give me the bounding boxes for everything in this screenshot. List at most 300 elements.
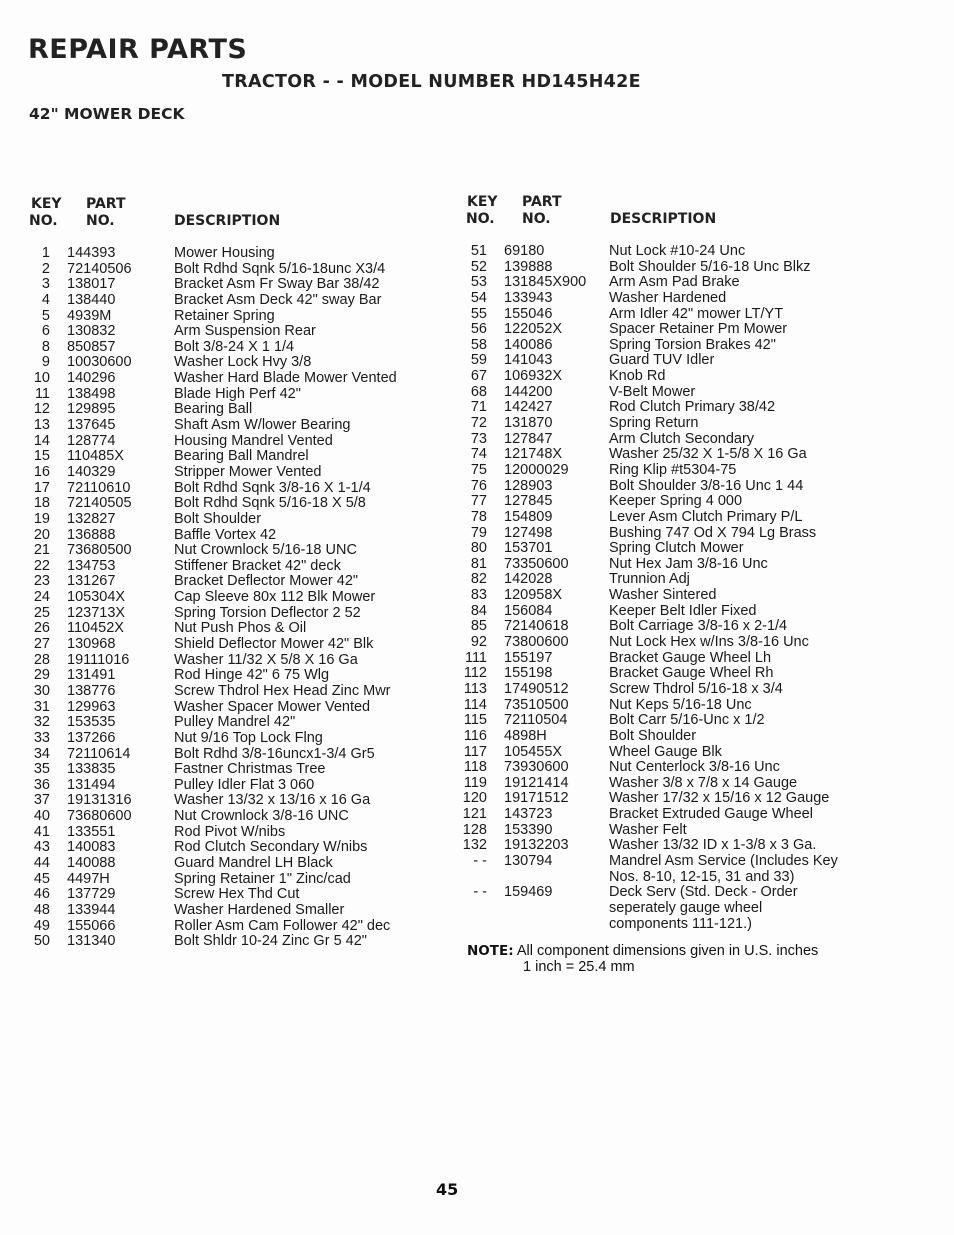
dimension-note <box>467 943 818 975</box>
key-number: 112 <box>463 665 487 682</box>
part-description: Housing Mandrel Vented <box>174 432 333 449</box>
part-number: 139888 <box>504 258 553 275</box>
part-number: 131845X900 <box>504 274 587 291</box>
part-description: Stripper Mower Vented <box>174 463 322 480</box>
part-number: 133551 <box>67 823 116 840</box>
part-description: Bearing Ball Mandrel <box>174 448 309 465</box>
part-description: Washer Lock Hvy 3/8 <box>174 354 312 371</box>
table-row <box>0 760 954 776</box>
part-number: 131340 <box>67 933 116 950</box>
table-row <box>0 776 954 792</box>
part-number: 850857 <box>67 338 116 355</box>
part-description: V-Belt Mower <box>609 383 696 400</box>
part-number: 121748X <box>504 446 563 463</box>
key-number: 55 <box>470 305 487 322</box>
key-number: 68 <box>470 383 487 400</box>
key-number: 29 <box>33 667 50 684</box>
part-number: 10030600 <box>67 354 132 371</box>
key-number: 33 <box>33 729 50 746</box>
part-number: 73680600 <box>67 808 132 825</box>
table-row <box>0 416 954 432</box>
key-number: 72 <box>470 415 487 432</box>
key-number: 73 <box>470 430 487 447</box>
part-number: 132827 <box>67 510 116 527</box>
part-number: 133943 <box>504 289 553 306</box>
part-number: 137266 <box>67 729 116 746</box>
part-number: 155066 <box>67 917 116 934</box>
part-number: 159469 <box>504 884 553 901</box>
table-row <box>0 479 954 495</box>
note-label: NOTE: <box>467 943 514 959</box>
key-number: 119 <box>463 774 487 791</box>
part-description: Bolt Carr 5/16-Unc x 1/2 <box>609 712 765 729</box>
table-row <box>0 651 954 667</box>
part-description: Mower Housing <box>174 245 275 261</box>
key-number: 34 <box>33 745 50 762</box>
part-description: Nut Centerlock 3/8-16 Unc <box>609 759 780 776</box>
key-number: 9 <box>41 354 50 371</box>
key-number: 59 <box>470 352 487 369</box>
part-description: Screw Thdrol 5/16-18 x 3/4 <box>609 680 783 697</box>
part-description: Keeper Belt Idler Fixed <box>609 602 757 619</box>
key-number: 3 <box>41 276 50 293</box>
part-number: 127845 <box>504 493 553 510</box>
key-number: 37 <box>33 792 50 809</box>
part-description: Pulley Mandrel 42" <box>174 714 296 731</box>
part-description: Stiffener Bracket 42" deck <box>174 557 341 574</box>
part-description: Wheel Gauge Blk <box>609 743 722 760</box>
part-number: 129895 <box>67 401 116 418</box>
part-number: 73350600 <box>504 555 569 572</box>
part-description: Bolt Rdhd Sqnk 5/16-18unc X3/4 <box>174 260 386 277</box>
key-number: 120 <box>462 790 487 807</box>
key-number: 118 <box>463 759 487 776</box>
key-number: 128 <box>462 821 487 838</box>
part-number: 72110610 <box>67 479 131 496</box>
key-number: 44 <box>33 854 50 871</box>
key-number: 5 <box>41 307 50 324</box>
table-row <box>0 291 954 307</box>
key-number: 41 <box>33 823 50 840</box>
table-row <box>0 619 954 635</box>
part-number: 138498 <box>67 385 116 402</box>
part-description: Rod Clutch Primary 38/42 <box>609 399 776 416</box>
key-number: 71 <box>470 399 487 416</box>
table-row <box>0 432 954 448</box>
part-number: 131870 <box>504 415 553 432</box>
key-number: 115 <box>463 712 487 729</box>
table-row <box>0 934 465 950</box>
part-description: Washer Hardened <box>609 289 727 306</box>
part-number: 73800600 <box>504 634 569 651</box>
table-row <box>0 275 954 291</box>
part-description: Washer Spacer Mower Vented <box>174 698 371 715</box>
table-row <box>0 322 954 338</box>
part-number: 19131316 <box>67 792 132 809</box>
key-number: 85 <box>470 618 487 635</box>
part-description: Washer 13/32 ID x 1-3/8 x 3 Ga. <box>609 837 817 854</box>
part-description: Nut Crownlock 3/8-16 UNC <box>174 808 349 825</box>
key-number: 92 <box>470 634 487 651</box>
part-description: Knob Rd <box>609 368 666 385</box>
right-column-headers <box>0 194 954 230</box>
part-description: Cap Sleeve 80x 112 Blk Mower <box>174 589 376 606</box>
table-row <box>0 901 954 917</box>
table-row <box>0 557 954 573</box>
part-number: 144393 <box>67 245 116 261</box>
part-description: Washer 17/32 x 15/16 x 12 Gauge <box>609 790 830 807</box>
description-header: DESCRIPTION <box>174 213 281 229</box>
part-number: 73680500 <box>67 542 132 559</box>
table-row <box>0 838 954 854</box>
key-number: 82 <box>470 571 487 588</box>
part-description: Arm Suspension Rear <box>174 323 316 340</box>
key-number: 36 <box>33 776 50 793</box>
part-description: Shield Deflector Mower 42" Blk <box>174 636 374 653</box>
part-description: Bolt Shoulder 5/16-18 Unc Blkz <box>609 258 811 275</box>
key-number: 1 <box>41 245 50 261</box>
part-description: Nut Crownlock 5/16-18 UNC <box>174 542 357 559</box>
part-description: Bracket Deflector Mower 42" <box>174 573 359 590</box>
part-description: Spring Clutch Mower <box>609 540 744 557</box>
part-number: 4497H <box>67 870 110 887</box>
table-row <box>0 713 954 729</box>
part-number: 143723 <box>504 806 553 823</box>
part-number: 110452X <box>67 620 124 637</box>
key-number: 121 <box>462 806 487 823</box>
part-description: Bracket Asm Fr Sway Bar 38/42 <box>174 276 380 293</box>
part-header-line1: PART <box>522 194 562 210</box>
part-number: 140088 <box>67 854 116 871</box>
key-number: 67 <box>470 368 487 385</box>
key-number: 111 <box>464 649 487 666</box>
part-description: Shaft Asm W/lower Bearing <box>174 417 351 434</box>
part-description: Nut Keps 5/16-18 Unc <box>609 696 752 713</box>
part-description: Bolt Rdhd Sqnk 3/8-16 X 1-1/4 <box>174 479 371 496</box>
part-description: Washer 11/32 X 5/8 X 16 Ga <box>174 651 358 668</box>
part-number: 130832 <box>67 323 116 340</box>
key-number: 75 <box>470 461 487 478</box>
part-number: 153390 <box>504 821 553 838</box>
part-number: 72110614 <box>67 745 131 762</box>
part-number: 129963 <box>67 698 116 715</box>
key-number: 16 <box>33 463 50 480</box>
part-number: 130968 <box>67 636 116 653</box>
part-description: Bolt Shoulder <box>609 727 697 744</box>
part-description: Deck Serv (Std. Deck - Order <box>609 884 798 901</box>
part-description: Bolt 3/8-24 X 1 1/4 <box>174 338 295 355</box>
part-number: 130794 <box>504 852 553 869</box>
table-row <box>0 572 954 588</box>
part-number: 140329 <box>67 463 116 480</box>
table-row <box>0 307 954 323</box>
part-number: 154809 <box>504 508 553 525</box>
part-number: 19171512 <box>504 790 569 807</box>
part-number: 153701 <box>504 540 553 557</box>
part-number: 131494 <box>67 776 116 793</box>
part-description: Arm Clutch Secondary <box>609 430 755 447</box>
part-header-line2: NO. <box>86 213 115 229</box>
table-row <box>0 510 954 526</box>
key-number: 80 <box>470 540 487 557</box>
key-number: 27 <box>33 636 50 653</box>
table-row <box>0 494 954 510</box>
part-number: 133835 <box>67 761 116 778</box>
table-row <box>0 369 954 385</box>
key-number: 52 <box>470 258 487 275</box>
part-description: Arm Asm Pad Brake <box>609 274 740 291</box>
key-number: 40 <box>33 808 50 825</box>
table-row <box>0 400 954 416</box>
key-number: 56 <box>470 321 487 338</box>
key-number: 11 <box>34 385 50 402</box>
key-number: 74 <box>470 446 487 463</box>
part-description: Washer 3/8 x 7/8 x 14 Gauge <box>609 774 798 791</box>
note-line1: All component dimensions given in U.S. inches <box>516 943 819 959</box>
key-number: 28 <box>33 651 50 668</box>
part-description: Nut 9/16 Top Lock Flng <box>174 729 323 746</box>
part-number: 138776 <box>67 682 116 699</box>
part-description: Screw Thdrol Hex Head Zinc Mwr <box>174 682 391 699</box>
part-number: 140086 <box>504 336 553 353</box>
key-number: 23 <box>33 573 50 590</box>
part-number: 155197 <box>504 649 553 666</box>
key-number: 32 <box>33 714 50 731</box>
key-number: 51 <box>470 243 487 259</box>
table-row <box>0 917 954 933</box>
part-number: 136888 <box>67 526 116 543</box>
part-description: Rod Clutch Secondary W/nibs <box>174 839 368 856</box>
part-description: Guard TUV Idler <box>609 352 715 369</box>
table-row <box>0 635 954 651</box>
part-number: 142427 <box>504 399 553 416</box>
part-description: Bearing Ball <box>174 401 253 418</box>
part-description: Bolt Shoulder <box>174 510 262 527</box>
key-number: 30 <box>33 682 50 699</box>
key-number: 113 <box>463 680 487 697</box>
part-description: Washer Sintered <box>609 587 717 604</box>
part-description: Bolt Carriage 3/8-16 x 2-1/4 <box>609 618 788 635</box>
part-description: Arm Idler 42" mower LT/YT <box>609 305 784 322</box>
part-description: Guard Mandrel LH Black <box>174 854 333 871</box>
key-number: 83 <box>470 587 487 604</box>
key-number: 10 <box>33 370 50 387</box>
part-number: 12000029 <box>504 461 569 478</box>
part-description: Bracket Gauge Wheel Lh <box>609 649 772 666</box>
key-number: 43 <box>33 839 50 856</box>
table-row <box>0 698 954 714</box>
part-number: 19132203 <box>504 837 569 854</box>
part-description: Spring Return <box>609 415 699 432</box>
key-number: 20 <box>33 526 50 543</box>
key-header-line1: KEY <box>31 196 62 212</box>
key-number: 58 <box>470 336 487 353</box>
part-number: 19111016 <box>67 651 130 668</box>
page-title: REPAIR PARTS <box>28 34 248 65</box>
part-description: Washer Hard Blade Mower Vented <box>174 370 397 387</box>
table-row <box>0 823 954 839</box>
part-description: Retainer Spring <box>174 307 275 324</box>
key-number: 2 <box>41 260 50 277</box>
part-number: 72140505 <box>67 495 132 512</box>
part-description: Spacer Retainer Pm Mower <box>609 321 788 338</box>
key-number: 25 <box>33 604 50 621</box>
part-description: Nut Push Phos & Oil <box>174 620 307 637</box>
key-number: 15 <box>33 448 50 465</box>
part-description: Trunnion Adj <box>609 571 690 588</box>
part-number: 133944 <box>67 901 116 918</box>
part-description: Ring Klip #t5304-75 <box>609 461 737 478</box>
part-description: Keeper Spring 4 000 <box>609 493 743 510</box>
part-description: Baffle Vortex 42 <box>174 526 277 543</box>
part-description: Washer 25/32 X 1-5/8 X 16 Ga <box>609 446 807 463</box>
part-number: 4939M <box>67 307 112 324</box>
part-description: seperately gauge wheel <box>609 899 763 916</box>
table-row <box>0 588 954 604</box>
part-description: Roller Asm Cam Follower 42" dec <box>174 917 391 934</box>
key-number: - - <box>473 884 487 901</box>
part-description: Nut Lock #10-24 Unc <box>609 243 746 259</box>
page-number: 45 <box>436 1180 459 1199</box>
key-number: 49 <box>33 917 50 934</box>
table-row <box>0 260 954 276</box>
part-header-line2: NO. <box>522 211 551 227</box>
part-description: components 111-121.) <box>609 915 752 932</box>
key-number: 31 <box>33 698 50 715</box>
key-number: 77 <box>470 493 487 510</box>
key-number: 76 <box>470 477 487 494</box>
part-description: Nut Hex Jam 3/8-16 Unc <box>609 555 768 572</box>
key-number: 8 <box>41 338 50 355</box>
key-number: 12 <box>33 401 50 418</box>
key-number: 21 <box>33 542 50 559</box>
part-description: Rod Hinge 42" 6 75 Wlg <box>174 667 330 684</box>
part-number: 106932X <box>504 368 563 385</box>
key-number: 6 <box>41 323 50 340</box>
part-number: 19121414 <box>504 774 569 791</box>
table-row <box>0 854 954 870</box>
key-number: 24 <box>33 589 50 606</box>
part-description: Pulley Idler Flat 3 060 <box>174 776 315 793</box>
table-row <box>0 870 954 886</box>
part-number: 17490512 <box>504 680 569 697</box>
table-row <box>0 729 954 745</box>
key-number: 84 <box>470 602 487 619</box>
part-description: Spring Torsion Deflector 2 52 <box>174 604 361 621</box>
part-number: 140083 <box>67 839 116 856</box>
part-description: Washer Felt <box>609 821 687 838</box>
table-row <box>0 353 954 369</box>
part-number: 105455X <box>504 743 563 760</box>
key-number: 117 <box>463 743 487 760</box>
key-header-line2: NO. <box>29 213 58 229</box>
right-parts-list <box>0 244 954 932</box>
section-title: 42" MOWER DECK <box>29 105 185 123</box>
part-number: 141043 <box>504 352 553 369</box>
part-description: Bushing 747 Od X 794 Lg Brass <box>609 524 817 541</box>
key-number: 26 <box>33 620 50 637</box>
part-description: Bracket Gauge Wheel Rh <box>609 665 774 682</box>
key-number: 46 <box>33 886 50 903</box>
key-number: 19 <box>33 510 50 527</box>
key-number: 50 <box>33 933 50 950</box>
part-description: Bolt Rdhd Sqnk 5/16-18 X 5/8 <box>174 495 366 512</box>
table-row <box>0 526 954 542</box>
key-number: 22 <box>33 557 50 574</box>
table-row <box>0 338 954 354</box>
part-number: 123713X <box>67 604 126 621</box>
table-row <box>0 807 954 823</box>
part-description: Bolt Rdhd 3/8-16uncx1-3/4 Gr5 <box>174 745 375 762</box>
key-header-line2: NO. <box>466 211 495 227</box>
part-number: 134753 <box>67 557 116 574</box>
table-row <box>0 385 954 401</box>
table-row <box>0 244 954 260</box>
part-description: Screw Hex Thd Cut <box>174 886 300 903</box>
part-number: 73510500 <box>504 696 569 713</box>
key-number: 13 <box>33 417 50 434</box>
part-number: 105304X <box>67 589 126 606</box>
part-number: 131491 <box>67 667 116 684</box>
key-number: - - <box>473 852 487 869</box>
part-number: 73930600 <box>504 759 569 776</box>
key-number: 45 <box>33 870 50 887</box>
part-description: Lever Asm Clutch Primary P/L <box>609 508 803 525</box>
part-number: 153535 <box>67 714 116 731</box>
key-number: 17 <box>33 479 50 496</box>
key-number: 35 <box>33 761 50 778</box>
key-number: 81 <box>470 555 487 572</box>
part-number: 138440 <box>67 291 116 308</box>
part-description: Washer Hardened Smaller <box>174 901 345 918</box>
table-row <box>0 604 954 620</box>
part-number: 138017 <box>67 276 116 293</box>
part-number: 72140618 <box>504 618 569 635</box>
part-description: Blade High Perf 42" <box>174 385 301 402</box>
key-header-line1: KEY <box>467 194 498 210</box>
part-number: 137729 <box>67 886 116 903</box>
table-row <box>0 666 954 682</box>
key-number: 132 <box>462 837 487 854</box>
table-row <box>0 541 954 557</box>
part-number: 120958X <box>504 587 563 604</box>
key-number: 53 <box>470 274 487 291</box>
key-number: 18 <box>33 495 50 512</box>
key-number: 78 <box>470 508 487 525</box>
part-number: 122052X <box>504 321 563 338</box>
key-number: 14 <box>33 432 50 449</box>
part-description: Mandrel Asm Service (Includes Key <box>609 852 838 869</box>
part-number: 110485X <box>67 448 124 465</box>
part-number: 142028 <box>504 571 553 588</box>
part-number: 4898H <box>504 727 547 744</box>
model-subtitle: TRACTOR - - MODEL NUMBER HD145H42E <box>222 72 641 92</box>
part-number: 127498 <box>504 524 553 541</box>
table-row <box>0 885 954 901</box>
key-number: 116 <box>463 727 487 744</box>
part-number: 131267 <box>67 573 116 590</box>
part-number: 156084 <box>504 602 553 619</box>
part-description: Rod Pivot W/nibs <box>174 823 286 840</box>
part-number: 72110504 <box>504 712 568 729</box>
part-header-line1: PART <box>86 196 126 212</box>
part-number: 140296 <box>67 370 116 387</box>
description-header: DESCRIPTION <box>610 211 717 227</box>
part-number: 137645 <box>67 417 116 434</box>
key-number: 79 <box>470 524 487 541</box>
table-row <box>0 682 954 698</box>
part-description: Fastner Christmas Tree <box>174 761 326 778</box>
